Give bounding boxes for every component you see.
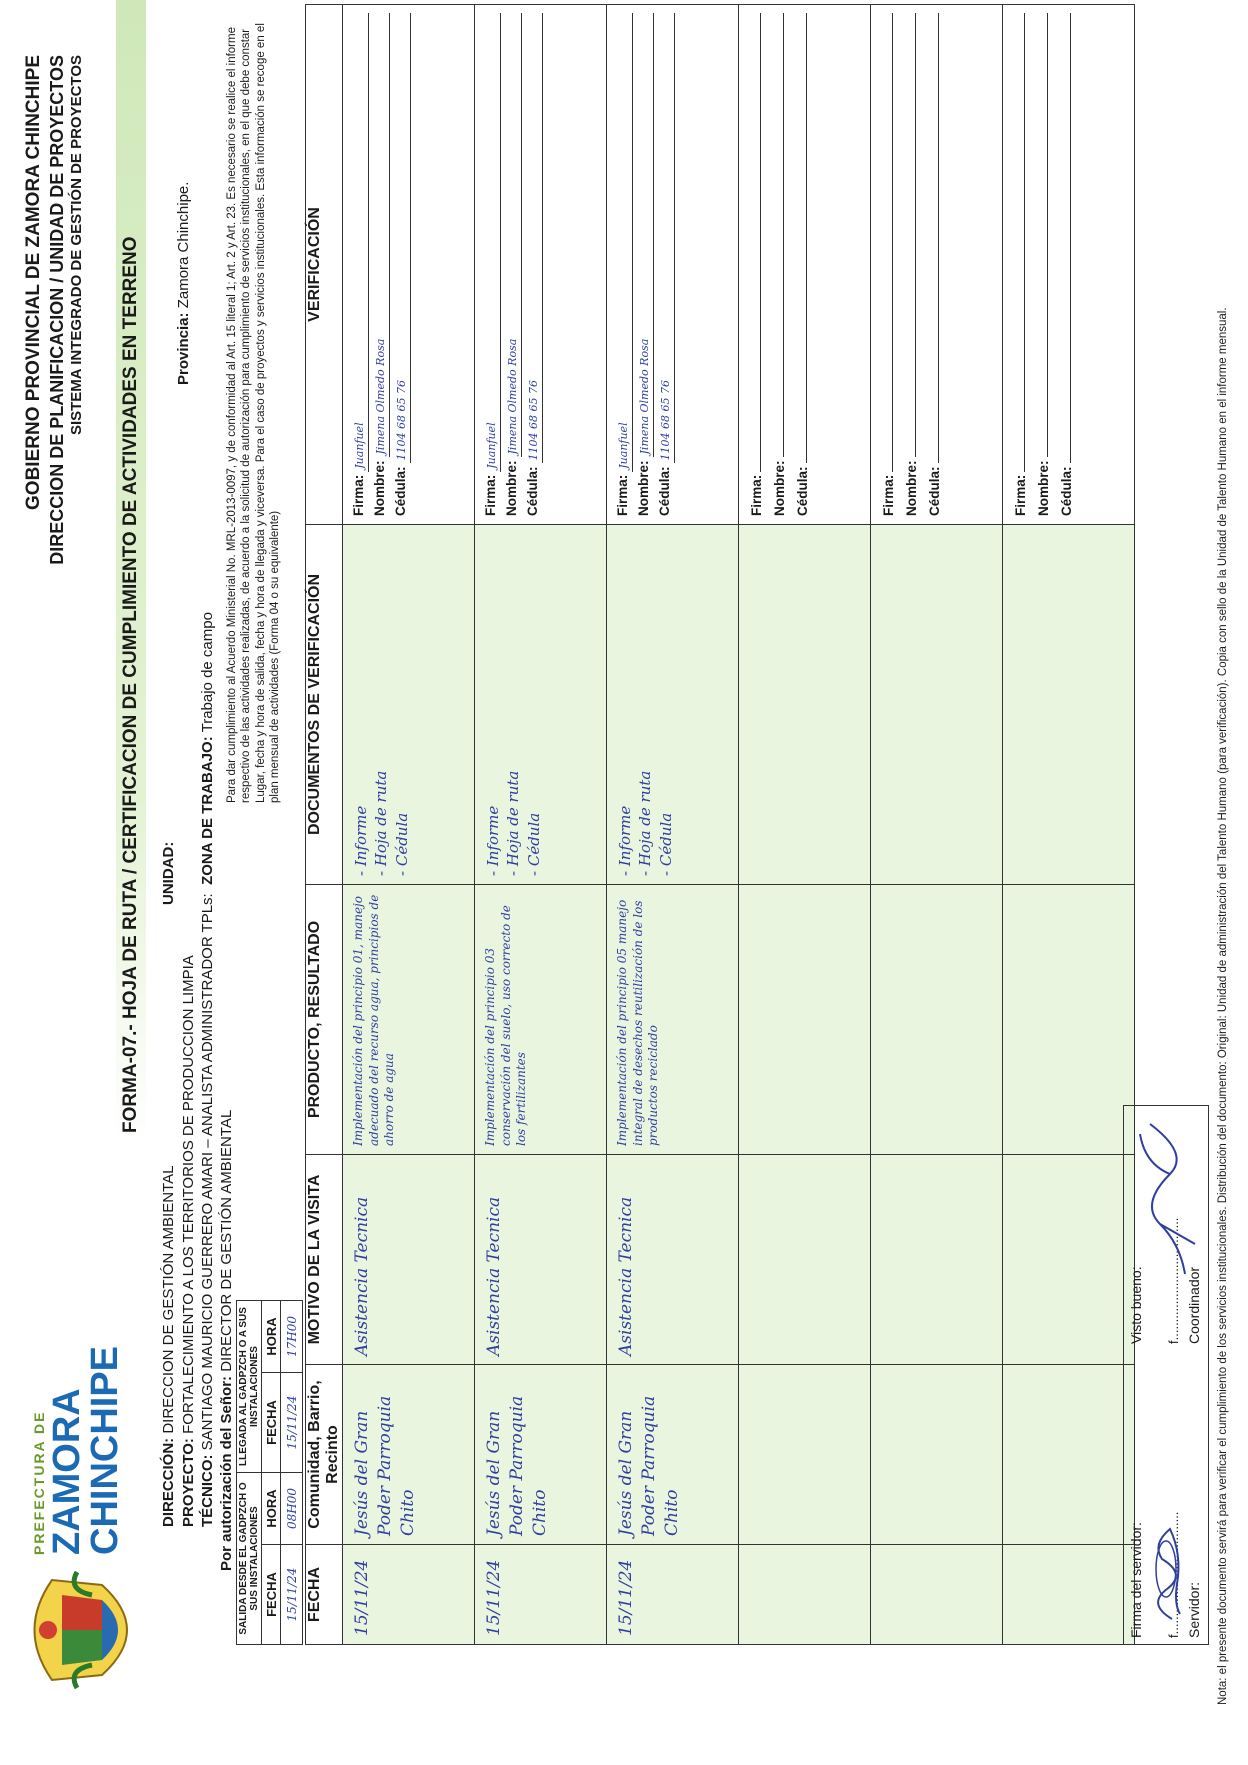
nombre-field-label: Nombre: <box>903 460 919 516</box>
servidor-f-label: f. <box>1166 1630 1181 1638</box>
firma-field-label: Firma: <box>615 474 630 516</box>
row-documentos <box>1003 525 1019 884</box>
firma-field <box>349 13 370 516</box>
salida-header: SALIDA DESDE EL GADPZCH O SUS INSTALACIONES <box>237 1472 262 1644</box>
tecnico-value: SANTIAGO MAURICIO GUERRERO AMARI – ANALISTA ADMINISTRADOR TPLs: <box>199 893 216 1451</box>
row-motivo-cell <box>607 1155 739 1365</box>
row-producto <box>871 885 887 1154</box>
row-comunidad-cell <box>607 1365 739 1545</box>
servidor-signature-line: f.................................. <box>1166 1511 1181 1638</box>
nombre-field-label: Nombre: <box>503 460 519 516</box>
nombre-field-label: Nombre: <box>371 460 387 516</box>
nombre-field-value: Jimena Olmedo Rosa <box>504 13 522 457</box>
row-motivo-cell <box>475 1155 607 1365</box>
row-motivo-cell <box>1003 1155 1135 1365</box>
row-producto: Implementación del principio 03 conservación del suelo, uso correcto de los fertilizantes <box>483 905 529 1146</box>
provincia-line <box>175 182 192 385</box>
zona-label: ZONA DE TRABAJO: <box>199 736 216 885</box>
col-motivo-header: MOTIVO DE LA VISITA <box>306 1155 343 1365</box>
col-fecha-header: FECHA <box>306 1545 343 1645</box>
table-row <box>343 5 475 1645</box>
row-documentos-cell <box>739 525 871 885</box>
row-producto: Implementación del principio 05 manejo integral de desechos reutilización de los productos reciclado <box>615 899 661 1146</box>
nombre-field-label: Nombre: <box>1035 460 1051 516</box>
cedula-field-value: 1104 68 65 76 <box>657 13 675 463</box>
firma-field-value <box>745 13 761 472</box>
row-documentos-cell <box>1003 525 1135 885</box>
salida-fecha-value: 15/11/24 <box>281 1545 303 1645</box>
cedula-field-value: 1104 68 65 76 <box>393 13 411 463</box>
row-fecha <box>871 1545 887 1644</box>
cedula-field-label: Cédula: <box>656 466 672 516</box>
brand-line-zamora: ZAMORA <box>46 1388 88 1555</box>
salida-hora-value: 08H00 <box>281 1472 303 1544</box>
firma-field-value: Juanfuel <box>351 13 369 472</box>
llegada-fecha-value: 15/11/24 <box>281 1372 303 1472</box>
cedula-field <box>923 13 946 516</box>
unidad-line <box>160 842 177 905</box>
cedula-field-label: Cédula: <box>392 466 408 516</box>
firma-field <box>613 13 634 516</box>
org-system: SISTEMA INTEGRADO DE GESTIÓN DE PROYECTOS <box>68 55 86 436</box>
col-comunidad-header: Comunidad, Barrio, Recinto <box>306 1365 343 1545</box>
firma-field-label: Firma: <box>881 474 896 516</box>
nombre-field-value <box>900 13 916 457</box>
row-verificacion-cell <box>343 5 475 525</box>
direccion-value: DIRECCION DE GESTIÓN AMBIENTAL <box>160 1165 177 1434</box>
documento-item: - Hoja de ruta <box>636 770 655 876</box>
cedula-field-value: 1104 68 65 76 <box>525 13 543 463</box>
cedula-field-label: Cédula: <box>794 466 810 516</box>
documento-item: - Cédula <box>524 812 543 876</box>
coordinador-f-label: f. <box>1166 1336 1181 1344</box>
direccion-label: DIRECCIÓN: <box>160 1437 177 1527</box>
nombre-field-value <box>768 13 784 457</box>
cedula-field <box>791 13 814 516</box>
row-motivo: Asistencia Tecnica <box>484 1196 504 1356</box>
row-fecha: 15/11/24 <box>352 1559 372 1636</box>
nombre-field-value: Jimena Olmedo Rosa <box>372 13 390 457</box>
row-verificacion-cell <box>871 5 1003 525</box>
documento-item: - Cédula <box>656 812 675 876</box>
nombre-field <box>634 13 655 516</box>
row-verificacion <box>871 5 952 524</box>
legal-notice: Para dar cumplimiento al Acuerdo Ministerial No. MRL-2013-0097, y de conformidad al Art. 15 literal 1; Art. 2 y Art. 23. Es necesario se realice el informe respectivo de las actividades realizadas, de acuerdo a la solicitud de autorización para cumplimiento de servicios institucionales, en el que debe constar Lugar, fecha y hora de salida, fecha y hora de llegada y viceversa. Para el caso de proyectos y servicios institucionales. Esta información se recoge en el plan mensual de actividades (Forma 04 o su equivalente) <box>226 23 282 803</box>
llegada-hora-value: 17H00 <box>281 1300 303 1372</box>
autorizacion-value: DIRECTOR DE GESTIÓN AMBIENTAL <box>218 1109 235 1372</box>
row-motivo: Asistencia Tecnica <box>352 1196 372 1356</box>
row-comunidad <box>871 1365 887 1544</box>
proyecto-line <box>180 955 197 1527</box>
footer-note: Nota: el presente documento servirá para verificar el cumplimiento de los servicios institucionales. Distribución del documento: Original: Unidad de administración del Talento Humano (para verificación). Copia con sello de la Unidad de Talento Humano en el informe mensual. <box>1217 307 1229 1705</box>
nombre-field <box>900 13 923 516</box>
org-department: DIRECCION DE PLANIFICACION / UNIDAD DE PROYECTOS <box>46 55 67 565</box>
row-producto-cell <box>343 885 475 1155</box>
nombre-field-label: Nombre: <box>635 460 651 516</box>
proyecto-value: FORTALECIMIENTO A LOS TERRITORIOS DE PRODUCCION LIMPIA <box>180 955 197 1434</box>
activities-rows <box>343 5 1135 1645</box>
activities-table <box>305 4 1135 1645</box>
table-row <box>871 5 1003 1645</box>
documento-item: - Hoja de ruta <box>372 770 391 876</box>
provincia-label: Provincia: <box>175 312 192 385</box>
row-comunidad <box>739 1365 755 1544</box>
cedula-field <box>523 13 544 516</box>
row-fecha: 15/11/24 <box>484 1559 504 1636</box>
row-verificacion-cell <box>475 5 607 525</box>
row-fecha-cell <box>739 1545 871 1645</box>
firma-servidor-label: Firma del servidor: <box>1128 1522 1144 1638</box>
coordinador-signature-scribble <box>1130 1114 1200 1284</box>
col-producto-header: PRODUCTO, RESULTADO <box>306 885 343 1155</box>
row-producto-cell <box>607 885 739 1155</box>
row-comunidad-cell <box>739 1365 871 1545</box>
table-row <box>475 5 607 1645</box>
firma-field-value: Juanfuel <box>483 13 501 472</box>
row-motivo <box>1003 1155 1019 1364</box>
row-documentos-cell <box>475 525 607 885</box>
servidor-signature-scribble <box>1142 1504 1187 1624</box>
documento-item: - Hoja de ruta <box>504 770 523 876</box>
coordinador-signature-line: f.................................. <box>1166 1217 1181 1344</box>
row-comunidad: Jesús del Gran Poder Parroquia Chito <box>616 1395 682 1536</box>
row-motivo <box>739 1155 755 1364</box>
firma-field-value <box>1009 13 1025 472</box>
row-fecha <box>1003 1545 1019 1644</box>
col-verificacion-header: VERIFICACIÓN <box>306 5 343 525</box>
prefectura-coat-of-arms-logo <box>22 1570 152 1690</box>
departure-arrival-table <box>236 805 303 1645</box>
tecnico-line <box>199 612 216 1527</box>
row-comunidad: Jesús del Gran Poder Parroquia Chito <box>484 1395 550 1536</box>
nombre-field <box>502 13 523 516</box>
cedula-field-label: Cédula: <box>1058 466 1074 516</box>
provincia-value: Zamora Chinchipe. <box>175 181 192 309</box>
firma-field-label: Firma: <box>483 474 498 516</box>
tecnico-label: TÉCNICO: <box>199 1454 216 1527</box>
table-row <box>607 5 739 1645</box>
row-motivo-cell <box>739 1155 871 1365</box>
firma-field-value <box>877 13 893 472</box>
row-producto-cell <box>871 885 1003 1155</box>
row-fecha-cell <box>871 1545 1003 1645</box>
brand-prefix: PREFECTURA DE <box>31 1410 47 1555</box>
direccion-line <box>160 1166 177 1527</box>
row-motivo-cell <box>871 1155 1003 1365</box>
nombre-field-value <box>1032 13 1048 457</box>
row-verificacion-cell <box>607 5 739 525</box>
row-documentos <box>871 525 887 884</box>
nombre-field <box>768 13 791 516</box>
row-fecha-cell <box>1003 1545 1135 1645</box>
row-motivo: Asistencia Tecnica <box>616 1196 636 1356</box>
row-fecha-cell <box>607 1545 739 1645</box>
row-producto <box>1003 885 1019 1154</box>
row-motivo <box>871 1155 887 1364</box>
row-verificacion <box>739 5 820 524</box>
llegada-fecha-header: FECHA <box>262 1372 281 1472</box>
row-producto-cell <box>475 885 607 1155</box>
salida-fecha-header: FECHA <box>262 1545 281 1645</box>
row-verificacion <box>475 5 550 524</box>
row-comunidad <box>1003 1365 1019 1544</box>
servidor-label: Servidor: <box>1186 1581 1202 1638</box>
autorizacion-line <box>218 1110 235 1571</box>
row-comunidad-cell <box>1003 1365 1135 1545</box>
org-name: GOBIERNO PROVINCIAL DE ZAMORA CHINCHIPE <box>23 55 44 510</box>
firma-field-value: Juanfuel <box>615 13 633 472</box>
row-fecha-cell <box>343 1545 475 1645</box>
unidad-label: UNIDAD: <box>160 841 177 905</box>
table-row <box>1003 5 1135 1645</box>
salida-hora-header: HORA <box>262 1472 281 1544</box>
row-comunidad-cell <box>475 1365 607 1545</box>
row-verificacion <box>343 5 418 524</box>
brand-wordmark <box>32 1346 124 1555</box>
firma-field-label: Firma: <box>749 474 764 516</box>
firma-field <box>481 13 502 516</box>
documento-item: - Cédula <box>392 812 411 876</box>
documento-item: - Informe <box>352 805 370 876</box>
row-documentos <box>739 525 755 884</box>
row-documentos-cell <box>343 525 475 885</box>
row-documentos <box>607 525 684 884</box>
row-verificacion <box>607 5 682 524</box>
autorizacion-label: Por autorización del Señor: <box>218 1375 235 1571</box>
firma-field <box>1009 13 1032 516</box>
documento-item: - Informe <box>484 805 502 876</box>
llegada-hora-header: HORA <box>262 1300 281 1372</box>
firma-field <box>745 13 768 516</box>
row-comunidad: Jesús del Gran Poder Parroquia Chito <box>352 1395 418 1536</box>
firma-field-label: Firma: <box>1013 474 1028 516</box>
form-title: FORMA-07.- HOJA DE RUTA / CERTIFICACION DE CUMPLIMIENTO DE ACTIVIDADES EN TERRENO <box>116 0 146 1145</box>
row-producto-cell <box>739 885 871 1155</box>
row-motivo-cell <box>343 1155 475 1365</box>
nombre-field <box>1032 13 1055 516</box>
visto-bueno-label: Visto bueno: <box>1128 1266 1144 1344</box>
cedula-field <box>1055 13 1078 516</box>
organization-header <box>22 55 87 565</box>
cedula-field-label: Cédula: <box>524 466 540 516</box>
zona-value: Trabajo de campo <box>199 612 216 733</box>
row-producto: Implementación del principio 01, manejo adecuado del recurso agua, principios de ahorro de agua <box>351 894 397 1146</box>
llegada-header: LLEGADA AL GADPZCH O A SUS INSTALACIONES <box>237 1300 262 1472</box>
nombre-field <box>370 13 391 516</box>
cedula-field-value <box>1055 13 1071 463</box>
cedula-field-value <box>791 13 807 463</box>
row-verificacion <box>1003 5 1084 524</box>
col-documentos-header: DOCUMENTOS DE VERIFICACIÓN <box>306 525 343 885</box>
row-producto-cell <box>1003 885 1135 1155</box>
row-fecha-cell <box>475 1545 607 1645</box>
cedula-field <box>655 13 676 516</box>
cedula-field <box>391 13 412 516</box>
row-documentos-cell <box>607 525 739 885</box>
row-documentos <box>475 525 552 884</box>
row-comunidad-cell <box>871 1365 1003 1545</box>
cedula-field-label: Cédula: <box>926 466 942 516</box>
row-documentos <box>343 525 420 884</box>
table-row <box>739 5 871 1645</box>
firma-field <box>877 13 900 516</box>
row-documentos-cell <box>871 525 1003 885</box>
signature-box <box>1123 1105 1209 1645</box>
row-producto <box>739 885 755 1154</box>
row-fecha <box>739 1545 755 1644</box>
brand-line-chinchipe: CHINCHIPE <box>84 1345 126 1555</box>
row-comunidad-cell <box>343 1365 475 1545</box>
coordinador-label: Coordinador <box>1186 1266 1202 1344</box>
nombre-field-value: Jimena Olmedo Rosa <box>636 13 654 457</box>
firma-field-label: Firma: <box>351 474 366 516</box>
cedula-field-value <box>923 13 939 463</box>
row-fecha: 15/11/24 <box>616 1559 636 1636</box>
nombre-field-label: Nombre: <box>771 460 787 516</box>
proyecto-label: PROYECTO: <box>180 1438 197 1527</box>
documento-item: - Informe <box>616 805 634 876</box>
row-verificacion-cell <box>739 5 871 525</box>
row-verificacion-cell <box>1003 5 1135 525</box>
